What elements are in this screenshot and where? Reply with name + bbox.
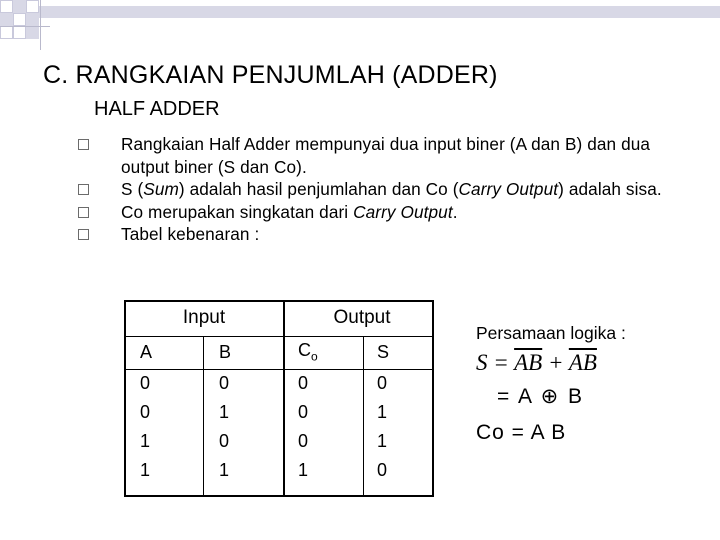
sum-plus: +	[542, 350, 569, 375]
bullet-text: .	[452, 201, 458, 222]
bullet-text: Sum	[143, 179, 179, 200]
column-header-s: S	[377, 341, 390, 362]
table-cell: 0	[219, 431, 230, 451]
carry-letter: C	[298, 340, 311, 361]
bullet-item	[78, 223, 678, 246]
decor-square	[26, 0, 39, 13]
bullet-text: ) adalah hasil penjumlahan dan Co (	[178, 179, 459, 200]
column-header-b: B	[219, 341, 232, 362]
decor-square	[26, 26, 39, 39]
table-cell: 0	[377, 373, 388, 393]
table-cell: 0	[298, 431, 309, 451]
bullet-item	[78, 178, 678, 201]
decor-square	[0, 26, 13, 39]
bullet-text: S (	[121, 179, 144, 200]
table-cell: 0	[219, 373, 230, 393]
input-header: Input	[182, 307, 226, 328]
table-row	[125, 456, 441, 485]
table-cell: 0	[377, 460, 388, 480]
decor-square	[13, 0, 26, 13]
bullet-item	[78, 133, 678, 178]
truth-table	[125, 301, 441, 485]
column-header-a: A	[140, 341, 153, 362]
square-bullet-icon	[78, 184, 89, 195]
decor-square	[26, 13, 39, 26]
table-cell: 1	[140, 431, 151, 451]
sum-lhs: S =	[476, 350, 515, 375]
sum-equation	[476, 350, 597, 376]
decor-square	[13, 13, 26, 26]
decor-square	[13, 26, 26, 39]
table-cell: 0	[140, 402, 151, 422]
slide-title: C. RANGKAIAN PENJUMLAH (ADDER)	[43, 61, 498, 89]
table-cell: 0	[298, 373, 309, 393]
square-bullet-icon	[78, 139, 89, 150]
bullet-text: Rangkaian Half Adder mempunyai dua input biner (A dan B) dan dua output biner (S dan Co).	[121, 134, 651, 177]
bullet-text: Carry Output	[458, 179, 559, 200]
decor-square	[0, 0, 13, 13]
bullet-text: Co merupakan singkatan dari	[121, 201, 354, 222]
table-row	[125, 369, 441, 398]
bullet-item	[78, 201, 678, 224]
xor-equation: = A ⊕ B	[497, 385, 585, 408]
bullet-text: ) adalah sisa.	[558, 179, 662, 200]
equation-label: Persamaan logika :	[476, 323, 626, 343]
header-bar	[39, 6, 720, 18]
square-bullet-icon	[78, 229, 89, 240]
decor-vertical-line	[40, 0, 41, 50]
table-cell: 1	[140, 460, 151, 480]
carry-equation: Co = A B	[476, 421, 567, 444]
column-header-co	[283, 335, 362, 369]
table-cell: 1	[219, 460, 230, 480]
carry-subscript: o	[311, 349, 318, 364]
table-row	[125, 427, 441, 456]
bullet-list	[78, 133, 678, 246]
bullet-text: Carry Output	[353, 201, 453, 222]
square-bullet-icon	[78, 207, 89, 218]
output-header: Output	[333, 307, 391, 328]
table-cell: 1	[377, 431, 388, 451]
table-cell: 1	[298, 460, 309, 480]
bullet-text: Tabel kebenaran :	[121, 224, 260, 245]
section-subtitle: HALF ADDER	[94, 98, 220, 120]
table-cell: 0	[298, 402, 309, 422]
sum-term-2: $\overline{AB}$	[568, 350, 597, 375]
table-cell: 1	[377, 402, 388, 422]
table-cell: 0	[140, 373, 151, 393]
sum-term-1: $\overline{AB}$	[514, 350, 543, 375]
table-cell: 1	[219, 402, 230, 422]
decor-square	[0, 13, 13, 26]
decor-horizontal-line	[0, 26, 50, 27]
table-row	[125, 398, 441, 427]
